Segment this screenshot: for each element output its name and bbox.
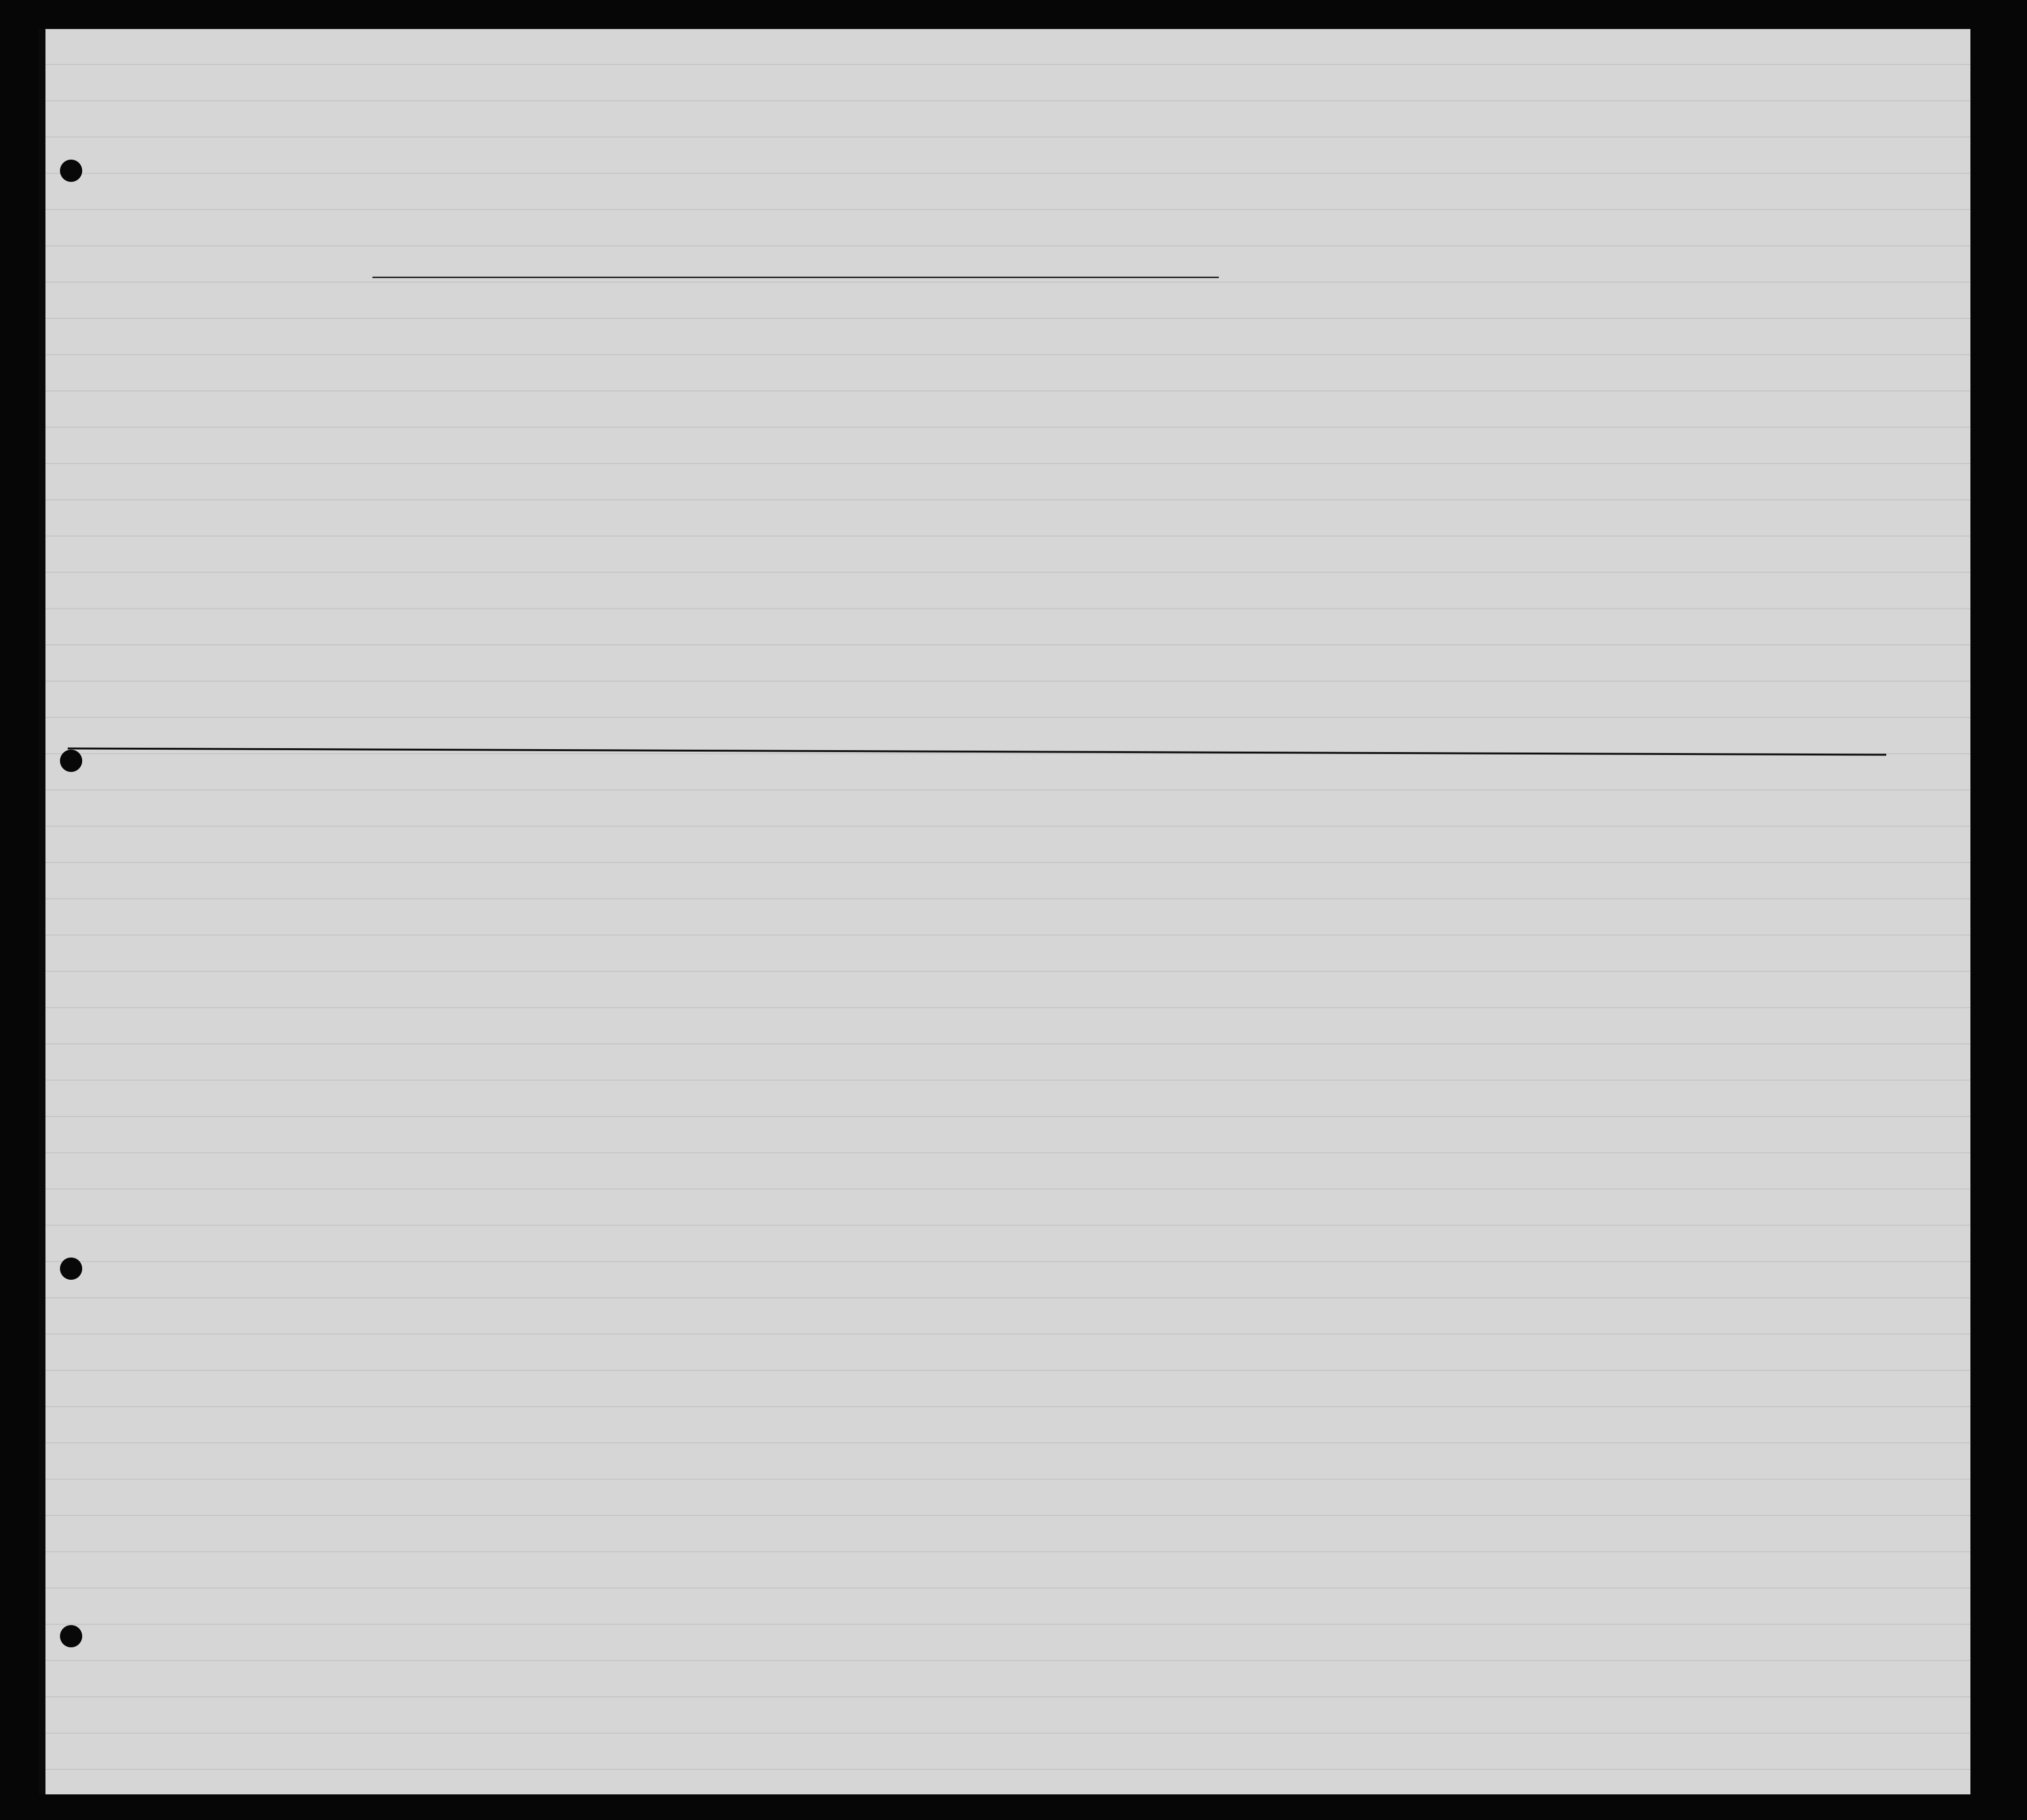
punch-hole: [60, 1258, 82, 1280]
port-underline: [372, 277, 875, 278]
date-underline: [871, 277, 1219, 278]
punch-hole: [60, 750, 82, 772]
punch-hole: [60, 1625, 82, 1647]
punch-hole: [60, 160, 82, 182]
manifest-sheet: [39, 29, 1970, 1794]
